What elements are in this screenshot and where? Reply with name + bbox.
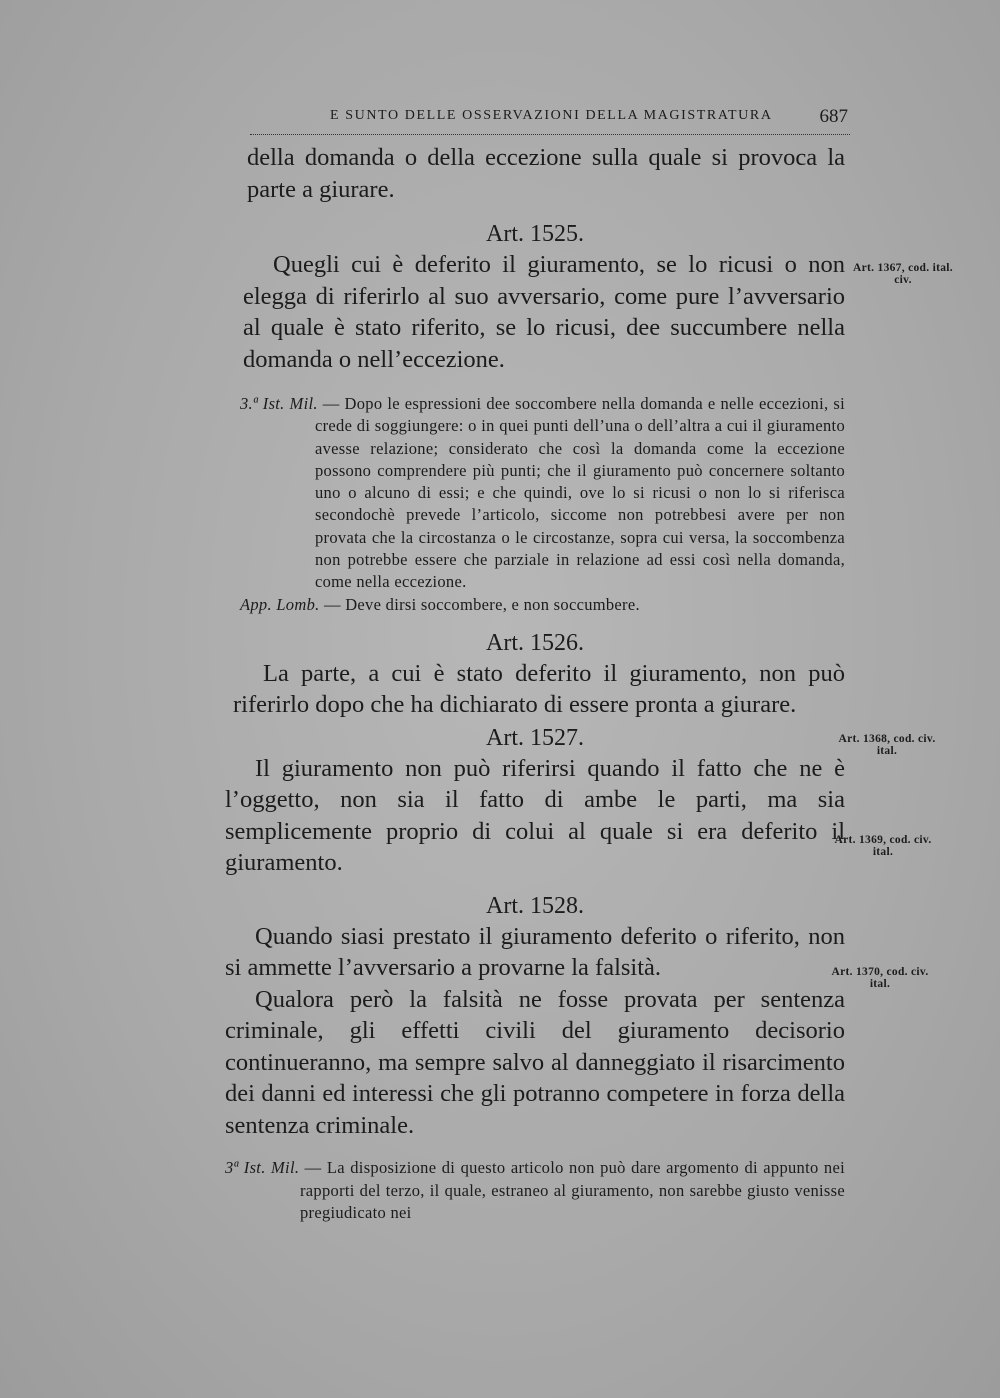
article-1526-title: Art. 1526. xyxy=(486,629,584,656)
article-1528-title: Art. 1528. xyxy=(486,892,584,919)
note-ist-mil-1528 xyxy=(225,1157,845,1224)
note-source: 3.ª Ist. Mil. xyxy=(240,394,318,413)
article-1528-text-2: Qualora però la falsità ne fosse provata per sentenza criminale, gli effetti civili del giuramento decisorio continueranno, ma sempre salvo al danneggiato il risarcimento dei danni ed interessi che gli potranno competere in forza della sentenza criminale. xyxy=(225,985,845,1139)
article-1527-text: Il giuramento non può riferirsi quando il fatto che ne è l’oggetto, non sia il fatto di ambe le parti, ma sia semplicemente proprio di colui al quale si era deferito il giuramento. xyxy=(225,754,845,877)
note-text: — La disposizione di questo articolo non può dare argomento di appunto nei rapporti del terzo, il quale, estraneo al giuramento, non sarebbe giusto venisse pregiudicato nei xyxy=(300,1158,845,1223)
margin-ref-1525: Art. 1367, cod. ital. civ. xyxy=(853,262,953,286)
article-1525-title: Art. 1525. xyxy=(486,221,584,247)
article-1527-title: Art. 1527. xyxy=(486,724,584,751)
article-1525-text: Quegli cui è deferito il giuramento, se lo ricusi o non elegga di riferirlo al suo avversario, come pure l’avversario al quale è stato riferito, se lo ricusi, dee succumbere nella domanda o nell’eccezione. xyxy=(243,251,845,373)
continuation-paragraph: della domanda o della eccezione sulla quale si provoca la parte a giurare. xyxy=(247,144,845,203)
note-app-lomb xyxy=(225,594,845,616)
margin-ref-1526: Art. 1368, cod. civ. ital. xyxy=(838,733,936,757)
margin-ref-1527: Art. 1369, cod. civ. ital. xyxy=(834,834,932,858)
note-ist-mil-1525 xyxy=(225,393,845,594)
article-1526-text: La parte, a cui è stato deferito il giuramento, non può riferirlo dopo che ha dichiarato di essere pronta a giurare. xyxy=(233,659,845,719)
note-source: 3ª Ist. Mil. xyxy=(225,1158,300,1178)
note-text: — Deve dirsi soccombere, e non soccumbere. xyxy=(323,594,640,614)
page-header xyxy=(250,108,850,135)
page-body xyxy=(225,142,845,1224)
note-text: — Dopo le espressioni dee soccombere nella domanda e nelle eccezioni, si crede di soggiungere: o in quei punti dell’una o dell’altra a cui il giuramento avesse relazione; considerato che così la domanda come la eccezione possono comprendere più punti; che il giuramento può concernere soltanto uno o alcuno di essi; e che quindi, ove lo si ricusi o non lo si riferisca secondochè prevede l’articolo, siccome non potrebbesi avere per non provata che la circostanza o le circostanze, sopra cui versa, la soccombenza non potrebbe essere che parziale in relazione ad essi così nella domanda, come nella eccezione. xyxy=(315,394,845,592)
page-number: 687 xyxy=(819,106,848,127)
margin-ref-1528: Art. 1370, cod. civ. ital. xyxy=(831,966,929,990)
note-source: App. Lomb. xyxy=(240,594,320,614)
article-1528-text-1: Quando siasi prestato il giuramento deferito o riferito, non si ammette l’avversario a provarne la falsità. xyxy=(225,922,845,982)
running-title: E SUNTO DELLE OSSERVAZIONI DELLA MAGISTRATURA xyxy=(330,108,773,123)
